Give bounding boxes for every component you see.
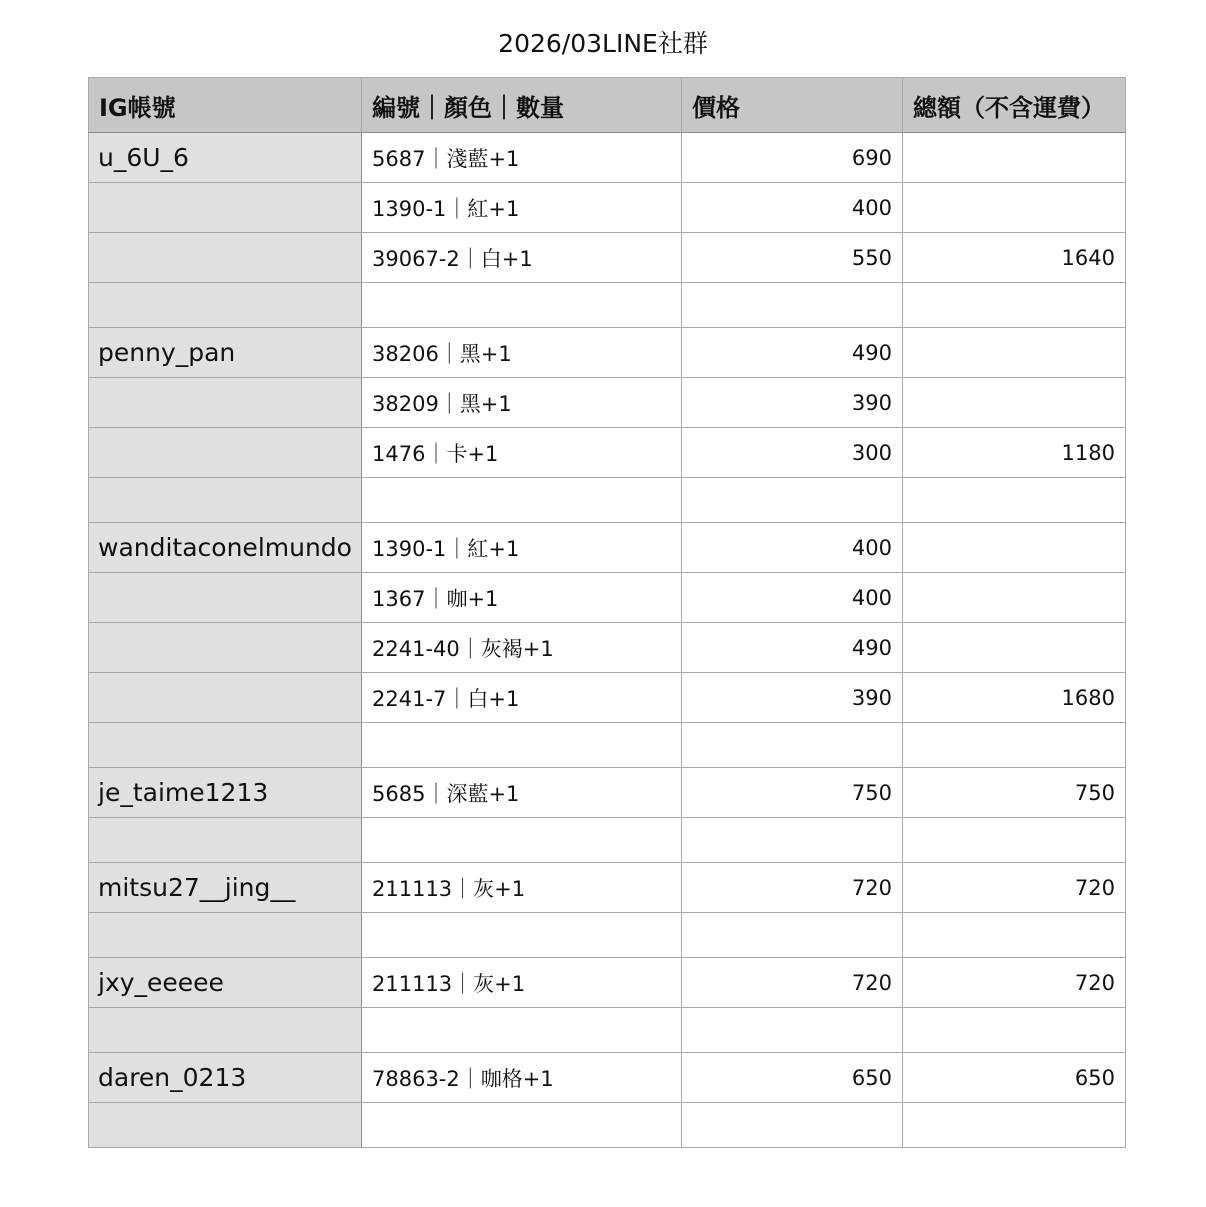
spacer-row bbox=[89, 283, 1126, 328]
item-cell[interactable]: 1367｜咖+1 bbox=[362, 573, 682, 623]
price-cell[interactable] bbox=[682, 723, 903, 768]
table-row bbox=[89, 673, 1126, 723]
header-row bbox=[89, 78, 1126, 133]
table-row bbox=[89, 523, 1126, 573]
spacer-row bbox=[89, 723, 1126, 768]
table-row bbox=[89, 863, 1126, 913]
account-cell[interactable] bbox=[89, 913, 362, 958]
price-cell[interactable]: 400 bbox=[682, 183, 903, 233]
account-cell[interactable] bbox=[89, 723, 362, 768]
price-cell[interactable]: 550 bbox=[682, 233, 903, 283]
account-cell[interactable] bbox=[89, 1103, 362, 1148]
account-cell[interactable] bbox=[89, 183, 362, 233]
price-cell[interactable]: 650 bbox=[682, 1053, 903, 1103]
orders-table bbox=[88, 77, 1126, 1148]
table-row bbox=[89, 958, 1126, 1008]
account-cell[interactable] bbox=[89, 478, 362, 523]
item-cell[interactable]: 39067-2｜白+1 bbox=[362, 233, 682, 283]
item-cell[interactable] bbox=[362, 1103, 682, 1148]
item-cell[interactable] bbox=[362, 913, 682, 958]
item-cell[interactable] bbox=[362, 818, 682, 863]
header-total-excl-shipping: 總額（不含運費） bbox=[903, 78, 1126, 133]
total-cell[interactable] bbox=[903, 1008, 1126, 1053]
table-row bbox=[89, 328, 1126, 378]
item-cell[interactable]: 2241-40｜灰褐+1 bbox=[362, 623, 682, 673]
account-cell[interactable] bbox=[89, 378, 362, 428]
account-cell[interactable] bbox=[89, 623, 362, 673]
table-row bbox=[89, 428, 1126, 478]
item-cell[interactable]: 38209｜黑+1 bbox=[362, 378, 682, 428]
price-cell[interactable]: 300 bbox=[682, 428, 903, 478]
total-cell[interactable] bbox=[903, 573, 1126, 623]
item-cell[interactable]: 211113｜灰+1 bbox=[362, 958, 682, 1008]
total-cell[interactable]: 720 bbox=[903, 863, 1126, 913]
sheet-title: 2026/03LINE社群 bbox=[498, 29, 708, 58]
account-cell[interactable] bbox=[89, 428, 362, 478]
item-cell[interactable] bbox=[362, 283, 682, 328]
table-row bbox=[89, 573, 1126, 623]
spacer-row bbox=[89, 1008, 1126, 1053]
item-cell[interactable]: 78863-2｜咖格+1 bbox=[362, 1053, 682, 1103]
item-cell[interactable]: 1390-1｜紅+1 bbox=[362, 523, 682, 573]
total-cell[interactable] bbox=[903, 623, 1126, 673]
account-cell[interactable]: u_6U_6 bbox=[89, 133, 362, 183]
total-cell[interactable] bbox=[903, 133, 1126, 183]
total-cell[interactable] bbox=[903, 1103, 1126, 1148]
price-cell[interactable] bbox=[682, 1008, 903, 1053]
total-cell[interactable]: 1680 bbox=[903, 673, 1126, 723]
account-cell[interactable] bbox=[89, 1008, 362, 1053]
header-ig-account: IG帳號 bbox=[89, 78, 362, 133]
account-cell[interactable]: jxy_eeeee bbox=[89, 958, 362, 1008]
price-cell[interactable]: 490 bbox=[682, 328, 903, 378]
table-row bbox=[89, 233, 1126, 283]
price-cell[interactable]: 390 bbox=[682, 673, 903, 723]
total-cell[interactable] bbox=[903, 328, 1126, 378]
item-cell[interactable] bbox=[362, 723, 682, 768]
header-item-color-qty: 編號｜顏色｜數量 bbox=[362, 78, 682, 133]
price-cell[interactable] bbox=[682, 1103, 903, 1148]
price-cell[interactable]: 490 bbox=[682, 623, 903, 673]
total-cell[interactable] bbox=[903, 523, 1126, 573]
price-cell[interactable]: 720 bbox=[682, 863, 903, 913]
price-cell[interactable]: 400 bbox=[682, 573, 903, 623]
account-cell[interactable]: penny_pan bbox=[89, 328, 362, 378]
account-cell[interactable]: wanditaconelmundo bbox=[89, 523, 362, 573]
price-cell[interactable] bbox=[682, 818, 903, 863]
total-cell[interactable] bbox=[903, 478, 1126, 523]
item-cell[interactable]: 1476｜卡+1 bbox=[362, 428, 682, 478]
price-cell[interactable]: 400 bbox=[682, 523, 903, 573]
total-cell[interactable] bbox=[903, 378, 1126, 428]
total-cell[interactable]: 1640 bbox=[903, 233, 1126, 283]
item-cell[interactable]: 2241-7｜白+1 bbox=[362, 673, 682, 723]
table-row bbox=[89, 768, 1126, 818]
price-cell[interactable]: 390 bbox=[682, 378, 903, 428]
account-cell[interactable]: daren_0213 bbox=[89, 1053, 362, 1103]
total-cell[interactable] bbox=[903, 818, 1126, 863]
table-row bbox=[89, 623, 1126, 673]
account-cell[interactable] bbox=[89, 818, 362, 863]
account-cell[interactable]: je_taime1213 bbox=[89, 768, 362, 818]
spacer-row bbox=[89, 478, 1126, 523]
table-row bbox=[89, 1053, 1126, 1103]
total-cell[interactable] bbox=[903, 283, 1126, 328]
item-cell[interactable]: 1390-1｜紅+1 bbox=[362, 183, 682, 233]
total-cell[interactable] bbox=[903, 183, 1126, 233]
spacer-row bbox=[89, 1103, 1126, 1148]
total-cell[interactable]: 650 bbox=[903, 1053, 1126, 1103]
item-cell[interactable]: 5685｜深藍+1 bbox=[362, 768, 682, 818]
item-cell[interactable]: 211113｜灰+1 bbox=[362, 863, 682, 913]
price-cell[interactable] bbox=[682, 283, 903, 328]
price-cell[interactable] bbox=[682, 913, 903, 958]
account-cell[interactable] bbox=[89, 673, 362, 723]
total-cell[interactable]: 750 bbox=[903, 768, 1126, 818]
total-cell[interactable] bbox=[903, 723, 1126, 768]
table-row bbox=[89, 378, 1126, 428]
price-cell[interactable]: 750 bbox=[682, 768, 903, 818]
total-cell[interactable]: 720 bbox=[903, 958, 1126, 1008]
spacer-row bbox=[89, 818, 1126, 863]
account-cell[interactable]: mitsu27__jing__ bbox=[89, 863, 362, 913]
price-cell[interactable] bbox=[682, 478, 903, 523]
total-cell[interactable]: 1180 bbox=[903, 428, 1126, 478]
header-price: 價格 bbox=[682, 78, 903, 133]
table-row bbox=[89, 133, 1126, 183]
table-row bbox=[89, 183, 1126, 233]
total-cell[interactable] bbox=[903, 913, 1126, 958]
item-cell[interactable]: 38206｜黑+1 bbox=[362, 328, 682, 378]
price-cell[interactable]: 720 bbox=[682, 958, 903, 1008]
item-cell[interactable] bbox=[362, 478, 682, 523]
account-cell[interactable] bbox=[89, 573, 362, 623]
spacer-row bbox=[89, 913, 1126, 958]
account-cell[interactable] bbox=[89, 233, 362, 283]
account-cell[interactable] bbox=[89, 283, 362, 328]
item-cell[interactable] bbox=[362, 1008, 682, 1053]
price-cell[interactable]: 690 bbox=[682, 133, 903, 183]
item-cell[interactable]: 5687｜淺藍+1 bbox=[362, 133, 682, 183]
